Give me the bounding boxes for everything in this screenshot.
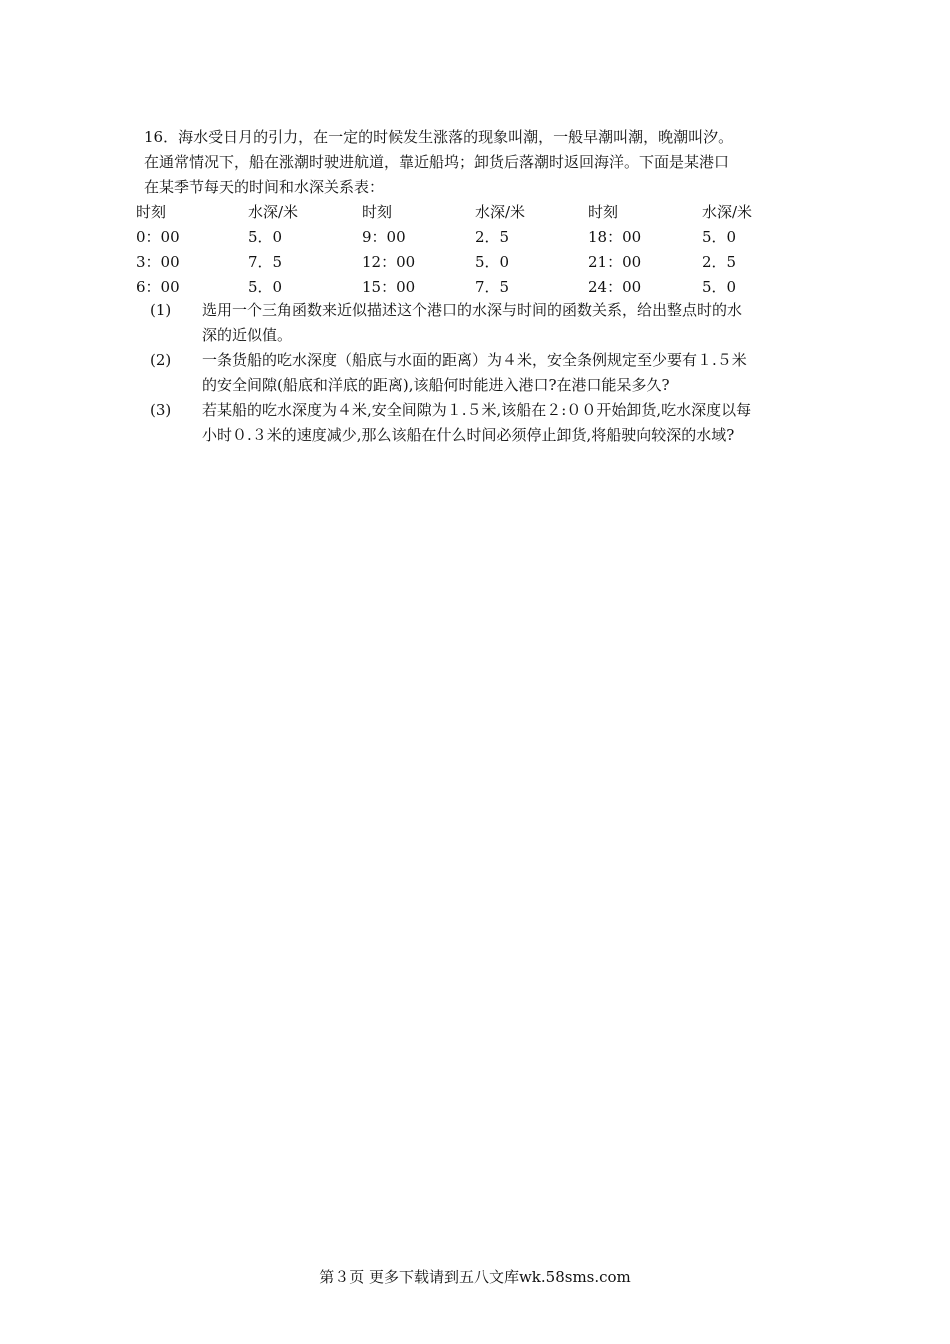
question-number: (3) <box>150 401 172 419</box>
table-cell: 7．5 <box>248 253 283 271</box>
page-footer: 第３页 更多下载请到五八文库wk.58sms.com <box>319 1268 631 1286</box>
problem-line-3: 在某季节每天的时间和水深关系表： <box>144 178 385 196</box>
problem-line-2: 在通常情况下，船在涨潮时驶进航道，靠近船坞；卸货后落潮时返回海洋。下面是某港口 <box>144 153 730 171</box>
table-cell: 3：00 <box>136 253 180 271</box>
table-cell: 12：00 <box>362 253 416 271</box>
problem-line-1: 16．海水受日月的引力，在一定的时候发生涨落的现象叫潮，一般早潮叫潮，晚潮叫汐。 <box>144 128 734 146</box>
header-depth: 水深/米 <box>248 203 299 221</box>
question-item <box>150 348 830 398</box>
question-text <box>202 398 812 448</box>
table-cell: 9：00 <box>362 228 406 246</box>
question-line: 选用一个三角函数来近似描述这个港口的水深与时间的函数关系，给出整点时的水 <box>202 301 743 319</box>
table-cell: 15：00 <box>362 278 416 296</box>
question-text <box>202 298 812 348</box>
table-cell: 6：00 <box>136 278 180 296</box>
question-number: (2) <box>150 351 172 369</box>
header-time: 时刻 <box>588 203 619 221</box>
table-cell: 5．0 <box>248 278 283 296</box>
question-line: 一条货船的吃水深度（船底与水面的距离）为４米，安全条例规定至少要有１.５米 <box>202 351 747 369</box>
header-time: 时刻 <box>136 203 167 221</box>
question-list <box>150 298 830 448</box>
question-line: 的安全间隙(船底和洋底的距离),该船何时能进入港口?在港口能呆多久? <box>202 376 670 394</box>
table-cell: 5．0 <box>702 228 737 246</box>
question-item <box>150 298 830 348</box>
table-cell: 21：00 <box>588 253 642 271</box>
table-cell: 2．5 <box>475 228 510 246</box>
table-cell: 18：00 <box>588 228 642 246</box>
header-depth: 水深/米 <box>702 203 753 221</box>
table-cell: 24：00 <box>588 278 642 296</box>
header-depth: 水深/米 <box>475 203 526 221</box>
table-cell: 5．0 <box>248 228 283 246</box>
header-time: 时刻 <box>362 203 393 221</box>
table-cell: 7．5 <box>475 278 510 296</box>
question-line: 小时０.３米的速度减少,那么该船在什么时间必须停止卸货,将船驶向较深的水域? <box>202 426 735 444</box>
question-text <box>202 348 812 398</box>
table-cell: 5．0 <box>475 253 510 271</box>
table-cell: 2．5 <box>702 253 737 271</box>
question-item <box>150 398 830 448</box>
question-number: (1) <box>150 301 172 319</box>
question-line: 深的近似值。 <box>202 326 293 344</box>
table-cell: 5．0 <box>702 278 737 296</box>
question-line: 若某船的吃水深度为４米,安全间隙为１.５米,该船在２:００开始卸货,吃水深度以每 <box>202 401 752 419</box>
problem-statement <box>144 125 824 200</box>
table-cell: 0：00 <box>136 228 180 246</box>
